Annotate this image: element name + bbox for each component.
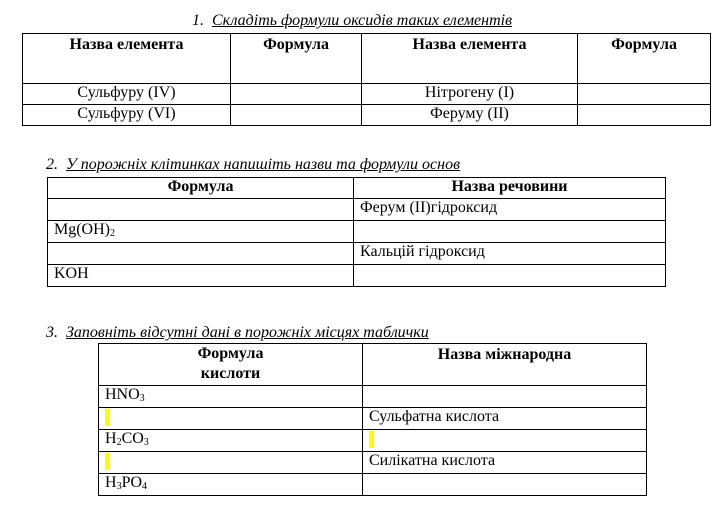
task2-cell-formula-empty[interactable] (48, 243, 354, 265)
task1-heading-text: Складіть формули оксидів таких елементів (212, 12, 513, 29)
task3-number: 3. (46, 324, 58, 341)
task3-heading-text: Заповніть відсутні дані в порожніх місцях таблички (66, 324, 429, 341)
header-line: кислоти (200, 365, 261, 382)
formula-text: CO (121, 430, 144, 447)
subscript: 2 (110, 228, 115, 239)
task2-header-formula: Формула (48, 178, 354, 199)
task2-cell-name: Кальцій гідроксид (354, 243, 666, 265)
task2-cell-name-empty[interactable] (354, 221, 666, 243)
task1-cell-element: Нітрогену (I) (362, 84, 578, 105)
task1-cell-formula-empty[interactable] (231, 105, 362, 126)
task2-table (47, 177, 666, 287)
task2-heading (46, 156, 460, 174)
task1-header-element-name-1: Назва елемента (23, 34, 231, 84)
task1-cell-formula-empty[interactable] (578, 105, 711, 126)
task3-cell-formula-empty[interactable] (99, 452, 363, 474)
task2-number: 2. (46, 156, 58, 173)
task1-cell-element: Сульфуру (IV) (23, 84, 231, 105)
task1-cell-element: Сульфуру (VI) (23, 105, 231, 126)
task2-cell-name: Ферум (II)гідроксид (354, 199, 666, 221)
task1-cell-formula-empty[interactable] (578, 84, 711, 105)
task1-cell-element: Феруму (II) (362, 105, 578, 126)
subscript: 4 (142, 481, 148, 492)
formula-text: Mg(OH) (54, 221, 110, 238)
formula-text: PO (121, 474, 143, 491)
yellow-highlight-mark (105, 409, 110, 426)
yellow-highlight-mark (369, 431, 374, 448)
task1-cell-formula-empty[interactable] (231, 84, 362, 105)
subscript: 3 (139, 393, 145, 404)
task2-heading-text: У порожніх клітинках напишіть назви та формули основ (66, 156, 461, 173)
subscript: 2 (116, 437, 122, 448)
task3-cell-formula (99, 430, 363, 452)
task3-cell-formula (99, 386, 363, 408)
subscript: 3 (116, 481, 122, 492)
task1-heading (192, 12, 512, 30)
task3-heading (46, 324, 429, 342)
task3-cell-formula (99, 474, 363, 496)
task3-header-acid-formula (99, 344, 363, 386)
formula-text: HNO (105, 386, 140, 403)
header-line: Формула (197, 345, 264, 362)
task3-cell-name: Силікатна кислота (363, 452, 647, 474)
task3-cell-formula-empty[interactable] (99, 408, 363, 430)
formula-text: H (105, 430, 117, 447)
task1-header-element-name-2: Назва елемента (362, 34, 578, 84)
task1-table (22, 33, 711, 126)
task3-cell-name: Сульфатна кислота (363, 408, 647, 430)
formula-text: H (105, 474, 117, 491)
yellow-highlight-mark (105, 453, 110, 470)
task3-table (98, 343, 647, 496)
task3-cell-name-empty[interactable] (363, 386, 647, 408)
subscript: 3 (143, 437, 149, 448)
task1-header-formula-1: Формула (231, 34, 362, 84)
task1-header-formula-2: Формула (578, 34, 711, 84)
task1-number: 1. (192, 12, 204, 29)
task3-cell-name-empty[interactable] (363, 474, 647, 496)
task3-cell-name-empty[interactable] (363, 430, 647, 452)
task2-header-substance-name: Назва речовини (354, 178, 666, 199)
task2-cell-formula-empty[interactable] (48, 199, 354, 221)
task2-cell-formula: KOH (48, 265, 354, 287)
task2-cell-formula (48, 221, 354, 243)
task3-header-international-name: Назва міжнародна (363, 344, 647, 386)
task2-cell-name-empty[interactable] (354, 265, 666, 287)
